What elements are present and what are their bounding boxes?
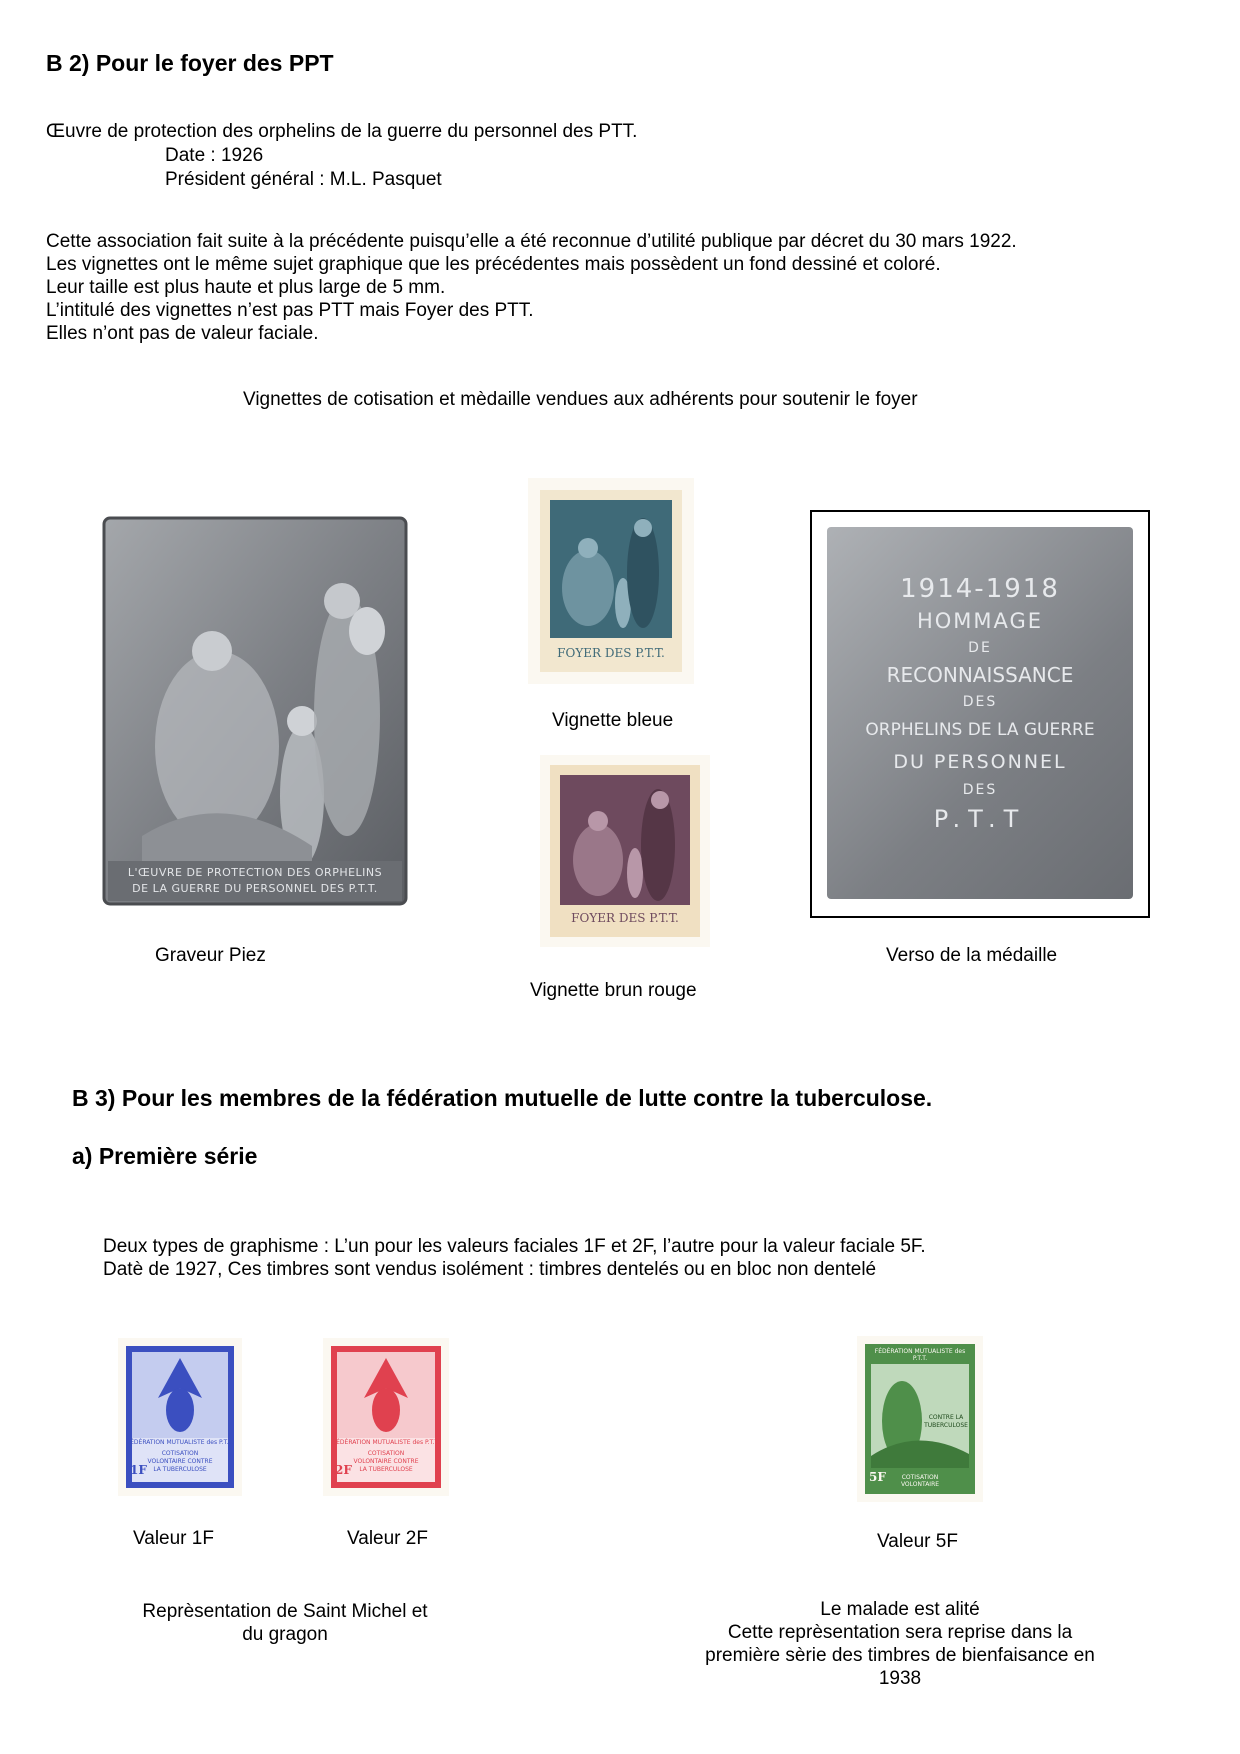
medal-back-line: ORPHELINS DE LA GUERRE	[865, 720, 1095, 740]
stamp-5f-text3: COTISATION VOLONTAIRE	[900, 1474, 940, 1488]
stamp-2f-image	[323, 1338, 449, 1496]
stamp-1f-text1: FÉDÉRATION MUTUALISTE des P.T.T.	[126, 1439, 234, 1446]
b2-subtitle: Vignettes de cotisation et mèdaille vendues aux adhérents pour soutenir le foyer	[243, 389, 918, 410]
section-b3-subtitle: a) Première série	[72, 1143, 258, 1169]
medal-back-image	[827, 527, 1133, 899]
medal-back-line: DES	[962, 694, 998, 710]
b2-paragraph-line: Elles n’ont pas de valeur faciale.	[46, 323, 319, 344]
stamp-2f-caption: Valeur 2F	[347, 1528, 428, 1549]
medal-back-line: HOMMAGE	[916, 609, 1044, 633]
b2-president: Président général : M.L. Pasquet	[165, 169, 442, 190]
stamp-1f-image	[118, 1338, 242, 1496]
medal-back-caption: Verso de la médaille	[886, 945, 1058, 966]
desc-right	[660, 1598, 1140, 1690]
medal-back-line: DE	[968, 640, 992, 656]
stamp-5f-text2: CONTRE LA TUBERCULOSE	[924, 1414, 968, 1429]
stamp-5f-text1: FÉDÉRATION MUTUALISTE des P.T.T.	[874, 1348, 966, 1362]
b2-paragraph-line: Les vignettes ont le même sujet graphique que les précédentes mais possèdent un fond dessiné et coloré.	[46, 254, 941, 275]
stamp-1f-caption: Valeur 1F	[133, 1528, 214, 1549]
b3-line-2: Datè de 1927, Ces timbres sont vendus isolément : timbres dentelés ou en bloc non dentelé	[103, 1259, 877, 1280]
stamp-2f-value: 2F	[335, 1463, 352, 1477]
medal-back-line: RECONNAISSANCE	[886, 663, 1074, 687]
desc-right-line: Cette reprèsentation sera reprise dans la	[727, 1622, 1073, 1643]
medal-front-inscription-2: DE LA GUERRE DU PERSONNEL DES P.T.T.	[132, 882, 378, 895]
stamp-1f-text2: COTISATION VOLONTAIRE CONTRE LA TUBERCULOSE	[147, 1450, 213, 1473]
medal-back-line: 1914-1918	[900, 574, 1060, 604]
medal-back-line: P.T.T	[933, 805, 1027, 833]
desc-left-line: du gragon	[242, 1624, 328, 1645]
stamp-1f-value: 1F	[130, 1463, 147, 1477]
desc-right-line: 1938	[878, 1668, 922, 1689]
vignette-blue-label: FOYER DES P.T.T.	[557, 646, 665, 660]
stamp-2f-text1: FÉDÉRATION MUTUALISTE des P.T.T.	[332, 1439, 440, 1446]
b2-paragraph-line: Leur taille est plus haute et plus large de 5 mm.	[46, 277, 446, 298]
medal-front-inscription-1: L'ŒUVRE DE PROTECTION DES ORPHELINS	[127, 866, 383, 879]
stamp-5f-value: 5F	[869, 1470, 886, 1484]
b2-paragraph-line: L’intitulé des vignettes n’est pas PTT mais Foyer des PTT.	[46, 300, 534, 321]
stamp-5f-image	[857, 1336, 983, 1502]
vignette-brown-caption: Vignette brun rouge	[530, 980, 697, 1001]
stamp-5f-caption: Valeur 5F	[877, 1531, 958, 1552]
vignette-brown-label: FOYER DES P.T.T.	[571, 911, 679, 925]
vignette-blue-image	[528, 478, 694, 684]
desc-left	[100, 1600, 470, 1646]
stamp-2f-text2: COTISATION VOLONTAIRE CONTRE LA TUBERCULOSE	[353, 1450, 419, 1473]
medal-back-frame	[810, 510, 1150, 918]
medal-front-image	[102, 516, 408, 906]
section-b2-title: B 2) Pour le foyer des PPT	[46, 50, 334, 76]
vignette-brown-image	[540, 755, 710, 947]
b2-date: Date : 1926	[165, 145, 264, 166]
b2-intro: Œuvre de protection des orphelins de la guerre du personnel des PTT.	[46, 121, 638, 142]
vignette-blue-caption: Vignette bleue	[552, 710, 674, 731]
medal-back-line: DES	[962, 782, 998, 798]
desc-right-line: première sèrie des timbres de bienfaisance en	[705, 1645, 1095, 1666]
b3-line-1: Deux types de graphisme : L’un pour les valeurs faciales 1F et 2F, l’autre pour la valeur faciale 5F.	[103, 1236, 926, 1257]
desc-right-line: Le malade est alité	[820, 1599, 980, 1620]
medal-front-caption: Graveur Piez	[155, 945, 266, 966]
desc-left-line: Reprèsentation de Saint Michel et	[142, 1601, 428, 1622]
medal-back-line: DU PERSONNEL	[893, 751, 1067, 773]
b2-paragraph-line: Cette association fait suite à la précédente puisqu’elle a été reconnue d’utilité publique par décret du 30 mars 1922.	[46, 231, 1017, 252]
section-b3-title: B 3) Pour les membres de la fédération mutuelle de lutte contre la tuberculose.	[72, 1085, 933, 1111]
